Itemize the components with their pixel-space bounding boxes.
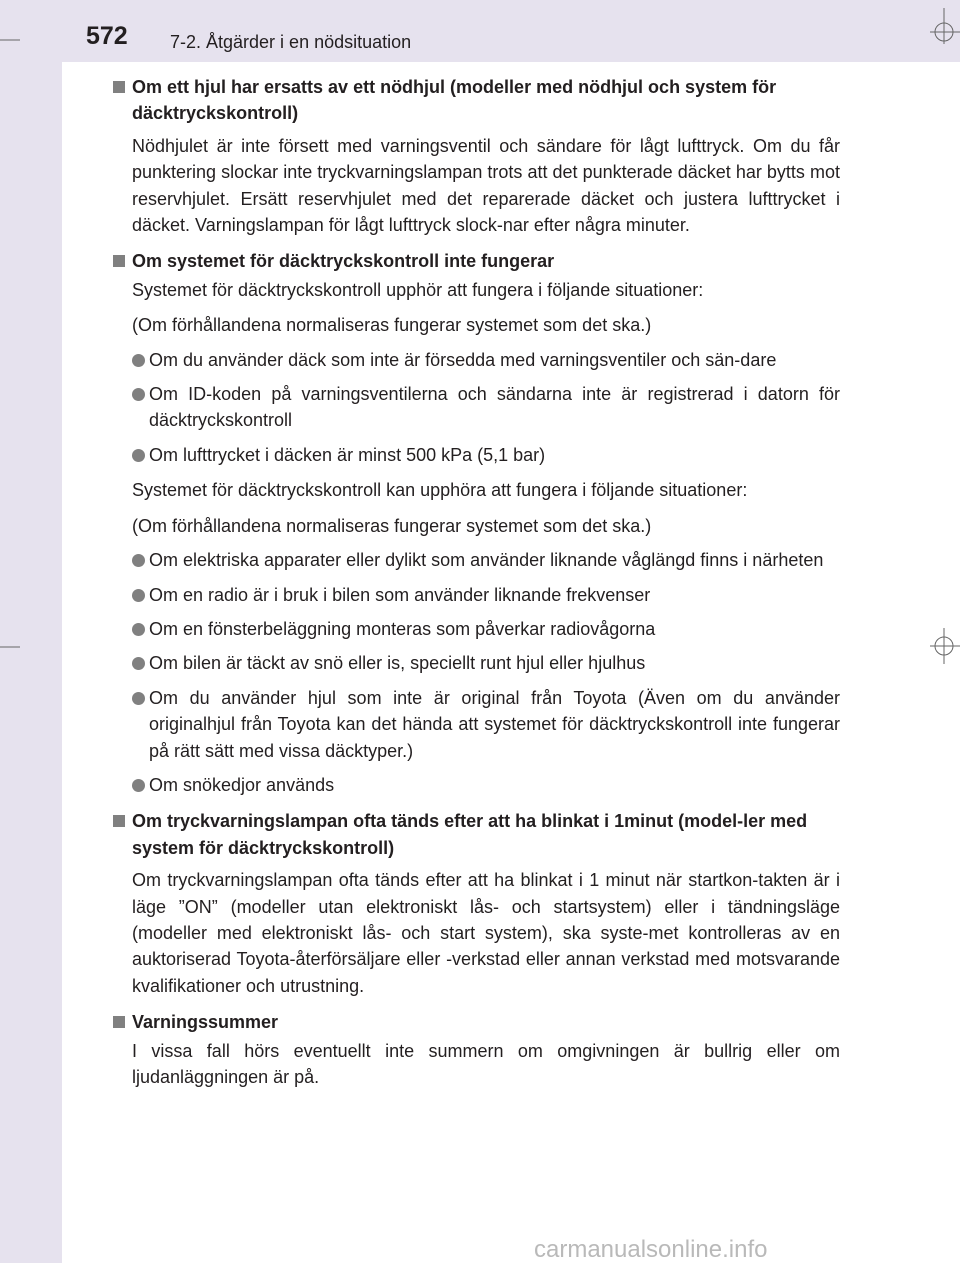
list-item: Om du använder hjul som inte är original från Toyota (Även om du använder originalhjul från Toyota kan det hända att systemet för däcktryckskontroll inte fungerar på rätt sätt med vissa däcktyper.) [112,685,840,764]
section [112,808,840,999]
round-bullet-icon [132,449,145,462]
crop-mark-top-right-icon [928,8,960,44]
chapter-title: 7-2. Åtgärder i en nödsituation [170,32,412,52]
list-item: Om ID-koden på varningsventilerna och sändarna inte är registrerad i datorn för däcktryckskontroll [112,381,840,434]
section [112,1009,840,1090]
square-bullet-icon [113,255,125,267]
section-title: Om tryckvarningslampan ofta tänds efter att ha blinkat i 1minut (model-ler med system för däcktryckskontroll) [112,808,840,861]
watermark: carmanualsonline.info [534,1236,768,1263]
section [112,74,840,238]
content [112,74,840,1100]
round-bullet-icon [132,554,145,567]
page-number: 572 [86,22,128,50]
section [112,248,840,798]
round-bullet-icon [132,779,145,792]
list-item: Om bilen är täckt av snö eller is, speciellt runt hjul eller hjulhus [112,650,840,676]
round-bullet-icon [132,388,145,401]
list-item: Om lufttrycket i däcken är minst 500 kPa (5,1 bar) [112,442,840,468]
paragraph: (Om förhållandena normaliseras fungerar systemet som det ska.) [132,315,652,336]
section-title: Varningssummer [112,1009,840,1035]
square-bullet-icon [113,1016,125,1028]
paragraph: Systemet för däcktryckskontroll kan upphöra att fungera i följande situationer: [132,480,748,501]
crop-mark-mid-right-icon [928,628,960,664]
paragraph: (Om förhållandena normaliseras fungerar systemet som det ska.) [132,515,652,536]
section-title: Om ett hjul har ersatts av ett nödhjul (modeller med nödhjul och system för däcktryckskontroll) [112,74,840,127]
round-bullet-icon [132,589,145,602]
paragraph: I vissa fall hörs eventuellt inte summern om omgivningen är bullrig eller om ljudanläggningen är på. [132,1040,840,1087]
square-bullet-icon [113,815,125,827]
list-item: Om elektriska apparater eller dylikt som använder liknande våglängd finns i närheten [112,547,840,573]
square-bullet-icon [113,81,125,93]
crop-mark-top-left-icon [0,38,20,42]
side-bar [0,0,62,1263]
crop-mark-mid-left-icon [0,645,20,649]
list-item: Om du använder däck som inte är försedda med varningsventiler och sän-dare [112,347,840,373]
round-bullet-icon [132,623,145,636]
list-item: Om en fönsterbeläggning monteras som påverkar radiovågorna [112,616,840,642]
round-bullet-icon [132,657,145,670]
paragraph: Nödhjulet är inte försett med varningsventil och sändare för lågt lufttryck. Om du får punktering slockar inte tryckvarningslampan trots att det punkterade däcket har bytts mot reservhjulet. Ersätt reservhjulet med det reparerade däcket och justera lufttrycket i däcket. Varningslampan för lågt lufttryck slock-nar efter några minuter. [132,135,840,236]
list-item: Om en radio är i bruk i bilen som använder liknande frekvenser [112,582,840,608]
paragraph: Om tryckvarningslampan ofta tänds efter att ha blinkat i 1 minut när startkon-takten är i läge ”ON” (modeller utan elektroniskt lås- och startsystem) eller i tändningsläge (modeller med elektroniskt lås- och start system), ska syste-met kontrolleras av en auktoriserad Toyota-återförsäljare eller -verkstad eller annan verkstad med motsvarande kvalifikationer och utrustning. [132,870,840,996]
paragraph: Systemet för däcktryckskontroll upphör att fungera i följande situationer: [132,279,704,300]
round-bullet-icon [132,354,145,367]
round-bullet-icon [132,692,145,705]
section-title: Om systemet för däcktryckskontroll inte fungerar [112,248,840,274]
list-item: Om snökedjor används [112,772,840,798]
